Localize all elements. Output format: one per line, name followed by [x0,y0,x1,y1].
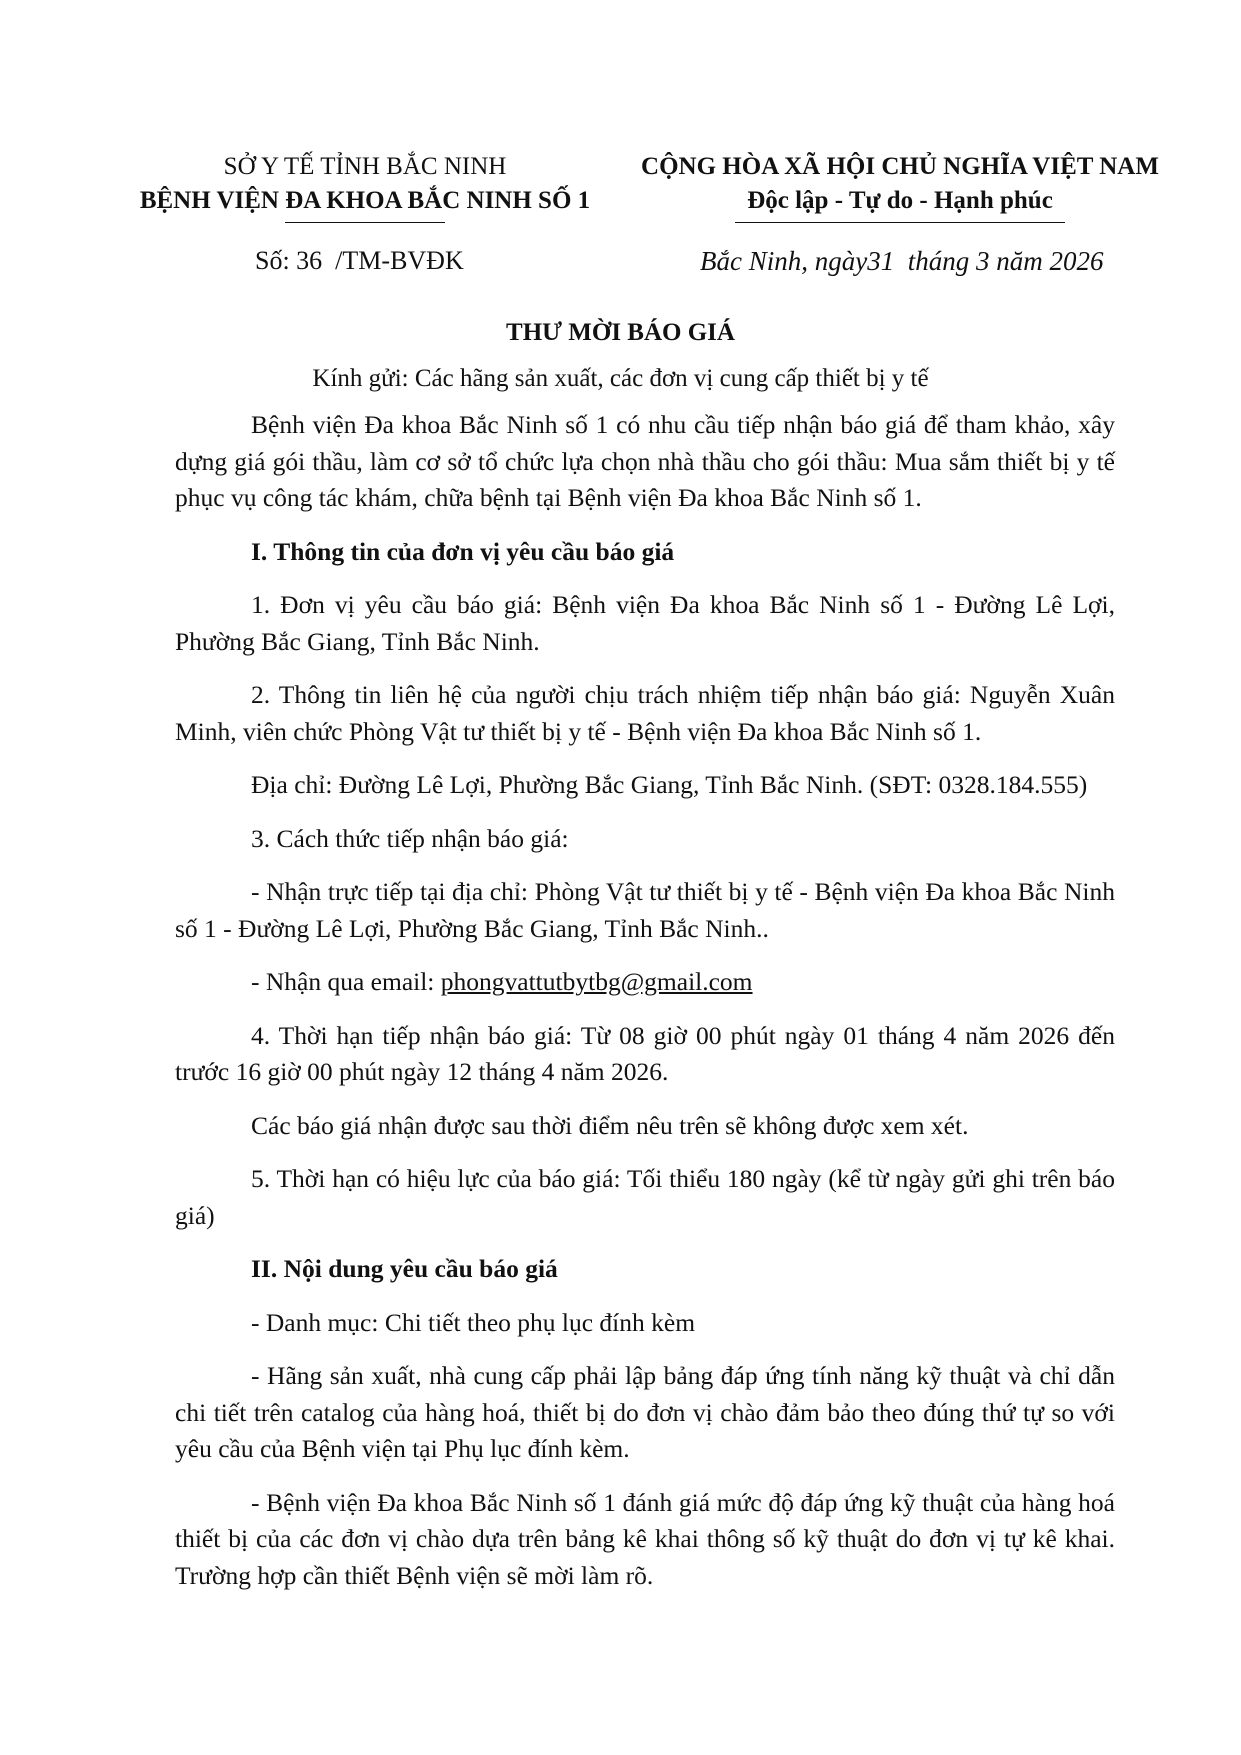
section-1-item-4: 4. Thời hạn tiếp nhận báo giá: Từ 08 giờ 00 phút ngày 01 tháng 4 năm 2026 đến trước 16 giờ 00 phút ngày 12 tháng 4 năm 2026. [175,1020,1115,1086]
section-2-item-3: - Bệnh viện Đa khoa Bắc Ninh số 1 đánh giá mức độ đáp ứng kỹ thuật của hàng hoá thiết bị của các đơn vị chào dựa trên bảng kê khai thông số kỹ thuật do đơn vị tự kê khai. Trường hợp cần thiết Bệnh viện sẽ mời làm rõ. [175,1487,1115,1590]
section-1-address: Địa chỉ: Đường Lê Lợi, Phường Bắc Giang, Tỉnh Bắc Ninh. (SĐT: 0328.184.555) [251,770,1088,799]
section-1-heading: I. Thông tin của đơn vị yêu cầu báo giá [251,536,675,566]
section-1-item-3a: - Nhận trực tiếp tại địa chỉ: Phòng Vật tư thiết bị y tế - Bệnh viện Đa khoa Bắc Ninh số 1 - Đường Lê Lợi, Phường Bắc Giang, Tỉnh Bắc Ninh.. [175,877,1115,943]
hospital-name: BỆNH VIỆN ĐA KHOA BẮC NINH SỐ 1 [139,187,591,214]
parent-agency-name: SỞ Y TẾ TỈNH BẮC NINH [223,153,507,180]
section-1-item-2: 2. Thông tin liên hệ của người chịu trách nhiệm tiếp nhận báo giá: Nguyễn Xuân Minh, viên chức Phòng Vật tư thiết bị y tế - Bệnh viện Đa khoa Bắc Ninh số 1. [175,680,1115,746]
document-title: THƯ MỜI BÁO GIÁ [506,319,735,346]
header-right-underline [735,222,1065,223]
document-date: Bắc Ninh, ngày31 tháng 3 năm 2026 [700,246,1104,276]
country-name: CỘNG HÒA XÃ HỘI CHỦ NGHĨA VIỆT NAM [641,153,1159,180]
section-2-item-1: - Danh mục: Chi tiết theo phụ lục đính kèm [251,1307,696,1337]
issuing-agency-header [130,150,600,223]
section-1-item-5: 5. Thời hạn có hiệu lực của báo giá: Tối thiểu 180 ngày (kể từ ngày gửi ghi trên báo giá) [175,1164,1115,1230]
document-body [175,407,1115,1611]
header-left-underline [285,222,445,223]
section-1-item-1: 1. Đơn vị yêu cầu báo giá: Bệnh viện Đa khoa Bắc Ninh số 1 - Đường Lê Lợi, Phường Bắc Giang, Tỉnh Bắc Ninh. [175,590,1115,656]
section-2-heading: II. Nội dung yêu cầu báo giá [251,1254,558,1283]
section-1-item-3b [175,964,1115,1001]
national-motto-header [630,150,1170,223]
recipient-line: Kính gửi: Các hãng sản xuất, các đơn vị cung cấp thiết bị y tế [312,365,929,392]
section-2-item-2: - Hãng sản xuất, nhà cung cấp phải lập bảng đáp ứng tính năng kỹ thuật và chỉ dẫn chi tiết trên catalog của hàng hoá, thiết bị do đơn vị chào đảm bảo theo đúng thứ tự so với yêu cầu của Bệnh viện tại Phụ lục đính kèm. [175,1361,1115,1463]
document-number: Số: 36 /TM-BVĐK [255,246,464,275]
email-label: - Nhận qua email: [251,967,441,996]
intro-paragraph: Bệnh viện Đa khoa Bắc Ninh số 1 có nhu cầu tiếp nhận báo giá để tham khảo, xây dựng giá gói thầu, làm cơ sở tổ chức lựa chọn nhà thầu cho gói thầu: Mua sắm thiết bị y tế phục vụ công tác khám, chữa bệnh tại Bệnh viện Đa khoa Bắc Ninh số 1. [175,410,1115,512]
email-link[interactable]: phongvattutbytbg@gmail.com [440,967,753,996]
section-1-item-4-note: Các báo giá nhận được sau thời điểm nêu trên sẽ không được xem xét. [251,1110,969,1140]
national-motto: Độc lập - Tự do - Hạnh phúc [747,187,1053,214]
section-1-item-3: 3. Cách thức tiếp nhận báo giá: [251,823,569,853]
